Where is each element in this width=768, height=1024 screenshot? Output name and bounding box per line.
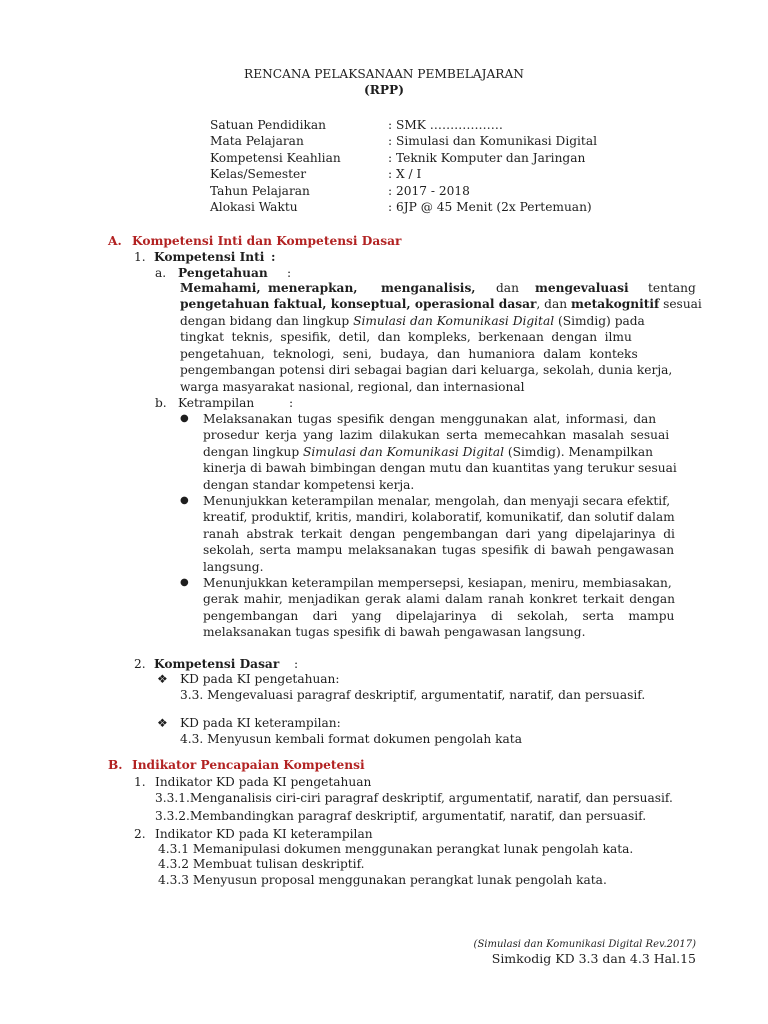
bullet-icon: ● — [180, 577, 189, 588]
identity-label: Satuan Pendidikan — [210, 118, 326, 132]
word: mengevaluasi — [535, 281, 629, 295]
pengetahuan-letter: a. — [155, 266, 167, 280]
footer-caption: (Simulasi dan Komunikasi Digital Rev.2017) — [473, 939, 696, 950]
text-line: pengembangan potensi diri sebagai bagian dari keluarga, sekolah, dunia kerja, — [180, 363, 673, 377]
word: dan — [496, 281, 519, 295]
section-a-letter: A. — [108, 234, 122, 248]
diamond-bullet-icon: ❖ — [157, 716, 168, 730]
text-line: warga masyarakat nasional, regional, dan internasional — [180, 380, 525, 394]
bullet-icon: ● — [180, 413, 189, 424]
pengetahuan-title: Pengetahuan — [178, 266, 268, 280]
indikator-item: 4.3.3 Menyusun proposal menggunakan perangkat lunak pengolah kata. — [158, 873, 607, 887]
indikator-item: 3.3.2.Membandingkan paragraf deskriptif, argumentatif, naratif, dan persuasif. — [155, 809, 647, 823]
keterampilan-letter: b. — [155, 396, 167, 410]
word: menerapkan, — [268, 281, 358, 295]
identity-value: : SMK ……………… — [388, 118, 503, 132]
document-subtitle: (RPP) — [364, 83, 404, 97]
text-line: dengan bidang dan lingkup Simulasi dan Komunikasi Digital (Simdig) pada — [180, 314, 645, 328]
kd-pengetahuan-item: 3.3. Mengevaluasi paragraf deskriptif, argumentatif, naratif, dan persuasif. — [180, 688, 646, 702]
kd-number: 2. — [134, 657, 146, 671]
kd-pengetahuan-label: KD pada KI pengetahuan: — [180, 672, 340, 686]
identity-label: Kelas/Semester — [210, 167, 307, 181]
indikator-item: 4.3.2 Membuat tulisan deskriptif. — [158, 857, 365, 871]
identity-label: Alokasi Waktu — [210, 200, 298, 214]
kd-keterampilan-item: 4.3. Menyusun kembali format dokumen pengolah kata — [180, 732, 522, 746]
pengetahuan-colon: : — [287, 266, 292, 280]
text-line: sekolah, serta mampu melaksanakan tugas spesifik di bawah pengawasan — [203, 543, 675, 557]
identity-label: Mata Pelajaran — [210, 134, 304, 148]
identity-value: : Teknik Komputer dan Jaringan — [388, 151, 586, 165]
diamond-bullet-icon: ❖ — [157, 672, 168, 686]
section-a-title: Kompetensi Inti dan Kompetensi Dasar — [132, 234, 402, 248]
identity-label: Kompetensi Keahlian — [210, 151, 341, 165]
indikator-item: 3.3.1.Menganalisis ciri-ciri paragraf deskriptif, argumentatif, naratif, dan persuasif. — [155, 791, 673, 805]
text-line: pengetahuan faktual, konseptual, operasional dasar, dan metakognitif sesuai — [180, 297, 702, 311]
keterampilan-colon: : — [289, 396, 294, 410]
ki-colon: : — [271, 250, 276, 264]
text-line: prosedur kerja yang lazim dilakukan serta memecahkan masalah sesuai — [203, 428, 670, 442]
text-line: melaksanakan tugas spesifik di bawah pengawasan langsung. — [203, 625, 586, 639]
indikator-pengetahuan-label: Indikator KD pada KI pengetahuan — [155, 775, 372, 789]
text-line: pengetahuan, teknologi, seni, budaya, dan humaniora dalam konteks — [180, 347, 638, 361]
text-line: dengan lingkup Simulasi dan Komunikasi Digital (Simdig). Menampilkan — [203, 445, 653, 459]
text-line: Menunjukkan keterampilan menalar, mengolah, dan menyaji secara efektif, — [203, 494, 671, 508]
identity-value: : 6JP @ 45 Menit (2x Pertemuan) — [388, 200, 592, 214]
document-title: RENCANA PELAKSANAAN PEMBELAJARAN — [244, 67, 524, 81]
text-line: Melaksanakan tugas spesifik dengan menggunakan alat, informasi, dan — [203, 412, 657, 426]
bullet-icon: ● — [180, 495, 189, 506]
indikator-number: 1. — [134, 775, 146, 789]
identity-label: Tahun Pelajaran — [210, 184, 310, 198]
text-line: ranah abstrak terkait dengan pengembangan dari yang dipelajarinya di — [203, 527, 675, 541]
word: menganalisis, — [381, 281, 476, 295]
text-line: pengembangan dari yang dipelajarinya di sekolah, serta mampu — [203, 609, 675, 623]
kd-keterampilan-label: KD pada KI keterampilan: — [180, 716, 341, 730]
text-line: langsung. — [203, 560, 264, 574]
indikator-keterampilan-label: Indikator KD pada KI keterampilan — [155, 827, 373, 841]
identity-value: : 2017 - 2018 — [388, 184, 470, 198]
word: tentang — [648, 281, 696, 295]
footer-page-number: Simkodig KD 3.3 dan 4.3 Hal.15 — [491, 951, 696, 966]
text-line: gerak mahir, menjadikan gerak alami dalam ranah konkret terkait dengan — [203, 592, 676, 606]
text-line: tingkat teknis, spesifik, detil, dan kompleks, berkenaan dengan ilmu — [180, 330, 632, 344]
identity-value: : Simulasi dan Komunikasi Digital — [388, 134, 597, 148]
text-line: Menunjukkan keterampilan mempersepsi, kesiapan, meniru, membiasakan, — [203, 576, 672, 590]
ki-number: 1. — [134, 250, 146, 264]
ki-title: Kompetensi Inti — [154, 250, 265, 264]
word: Memahami, — [180, 281, 261, 295]
kd-colon: : — [294, 657, 299, 671]
section-b-title: Indikator Pencapaian Kompetensi — [132, 758, 365, 772]
text-line: dengan standar kompetensi kerja. — [203, 478, 415, 492]
text-line: kreatif, produktif, kritis, mandiri, kolaboratif, komunikatif, dan solutif dalam — [203, 510, 675, 524]
keterampilan-title: Ketrampilan — [178, 396, 255, 410]
indikator-number: 2. — [134, 827, 146, 841]
text-line: kinerja di bawah bimbingan dengan mutu dan kuantitas yang terukur sesuai — [203, 461, 677, 475]
identity-value: : X / I — [388, 167, 422, 181]
indikator-item: 4.3.1 Memanipulasi dokumen menggunakan perangkat lunak pengolah kata. — [158, 842, 634, 856]
section-b-letter: B. — [108, 758, 123, 772]
kd-title: Kompetensi Dasar — [154, 657, 280, 671]
